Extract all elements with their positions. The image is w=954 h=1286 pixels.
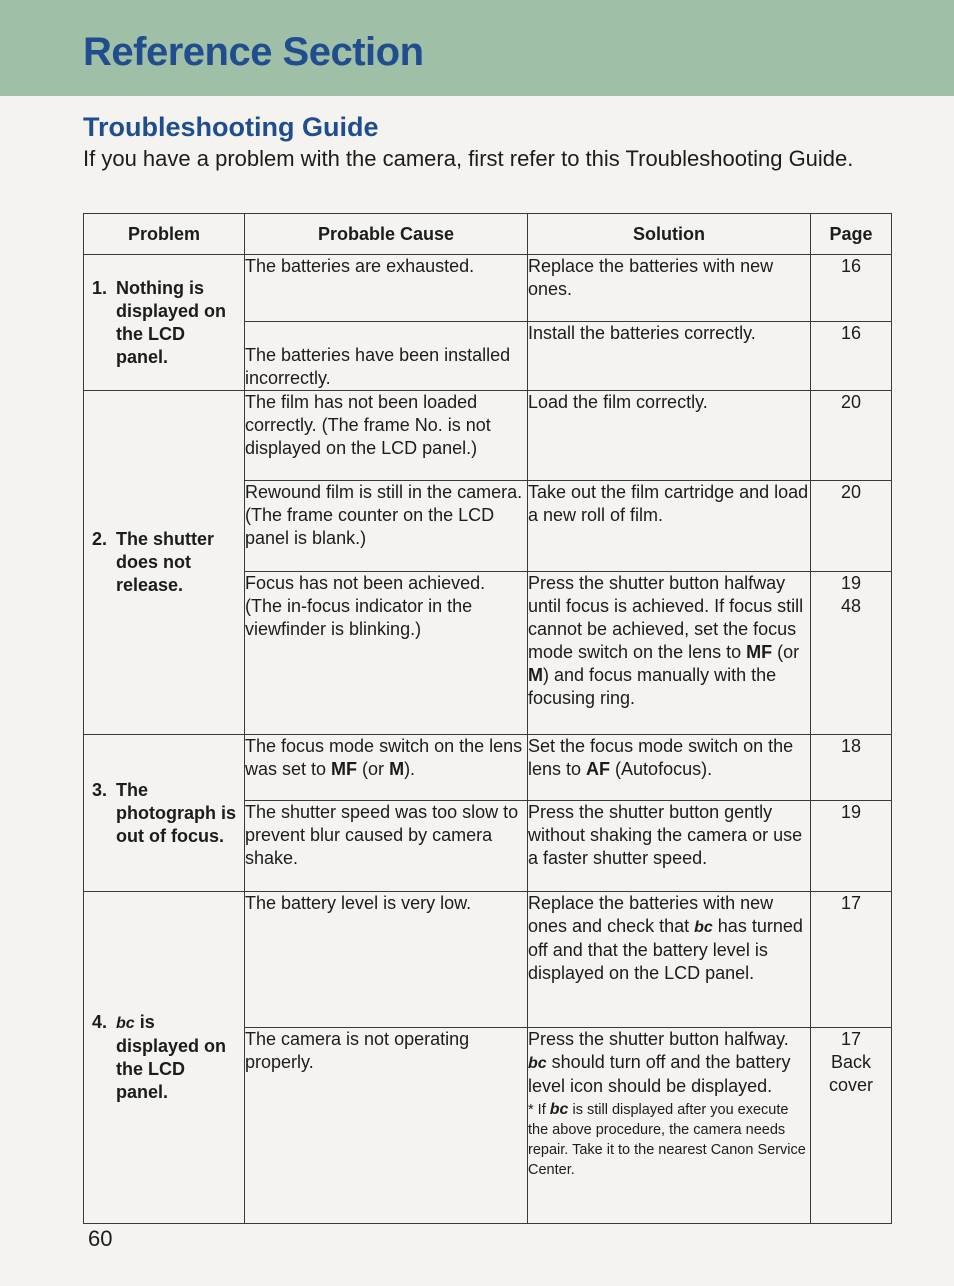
cause-cell: The batteries are exhausted.	[245, 255, 528, 322]
m-label: M	[528, 665, 543, 685]
problem-2-cell	[84, 391, 245, 735]
problem-label: Nothing is displayed on the LCD panel.	[116, 277, 227, 367]
solution-text: Press the shutter button halfway until focus is achieved. If focus still cannot be achieved, set the focus mode switch on the lens to	[528, 573, 804, 662]
m-label: M	[389, 759, 405, 779]
problem-label: The shutter does not release.	[116, 529, 215, 595]
note-text: * If	[528, 1102, 550, 1118]
solution-text: ) and focus manually with the focusing ring.	[528, 665, 777, 708]
table-row	[84, 255, 892, 322]
page-cell: 20	[811, 481, 892, 572]
problem-number: 4.	[92, 1012, 108, 1032]
page-cell: 19	[811, 801, 892, 892]
solution-cell	[528, 1028, 811, 1224]
mf-label: MF	[331, 759, 358, 779]
guide-title: Troubleshooting Guide	[83, 112, 379, 142]
intro-text: If you have a problem with the camera, first refer to this Troubleshooting Guide.	[83, 146, 854, 171]
problem-1-cell	[84, 255, 245, 391]
problem-label-text: is displayed on the LCD panel.	[116, 1012, 227, 1102]
solution-cell	[528, 572, 811, 735]
bc-symbol: bc	[116, 1015, 135, 1032]
troubleshooting-table	[83, 213, 892, 1224]
header-cause: Probable Cause	[245, 214, 528, 255]
solution-cell: Install the batteries correctly.	[528, 322, 811, 391]
cause-cell: The film has not been loaded correctly. (The frame No. is not displayed on the LCD panel.)	[245, 391, 528, 481]
page-ref: 19	[840, 573, 862, 593]
header-solution: Solution	[528, 214, 811, 255]
cause-cell: Focus has not been achieved. (The in-focus indicator in the viewfinder is blinking.)	[245, 572, 528, 735]
repair-note	[528, 1100, 810, 1180]
page-cell: 17	[811, 892, 892, 1028]
mf-label: MF	[746, 642, 773, 662]
header-problem: Problem	[84, 214, 245, 255]
note-text: is still displayed after you execute the above procedure, the camera needs repair. Take it to the nearest Canon Service Center.	[528, 1102, 806, 1178]
cause-text: The focus mode switch on the lens was set to	[245, 736, 523, 779]
table-row	[84, 735, 892, 801]
solution-text: Replace the batteries with new ones and check that	[528, 893, 774, 936]
section-title: Reference Section	[83, 30, 424, 74]
cause-cell: The battery level is very low.	[245, 892, 528, 1028]
table-row	[84, 892, 892, 1028]
cause-cell: The camera is not operating properly.	[245, 1028, 528, 1224]
problem-label: The photograph is out of focus.	[116, 779, 236, 846]
cause-cell: The batteries have been installed incorrectly.	[245, 322, 528, 391]
cause-text: (or	[357, 759, 390, 779]
page-number: 60	[88, 1226, 113, 1251]
bc-symbol: bc	[549, 1101, 569, 1118]
solution-text: has turned off and that the battery level is displayed on the LCD panel.	[528, 916, 803, 983]
bc-symbol: bc	[694, 919, 713, 936]
page-cell: 20	[811, 391, 892, 481]
solution-text: (or	[772, 642, 800, 662]
problem-label	[116, 1011, 238, 1104]
page-cell: 16	[811, 322, 892, 391]
solution-cell	[528, 735, 811, 801]
table-header-row	[84, 214, 892, 255]
header-band	[0, 0, 954, 96]
solution-cell: Load the film correctly.	[528, 391, 811, 481]
page-ref: cover	[828, 1075, 873, 1095]
solution-text: should turn off and the battery level icon should be displayed.	[528, 1052, 791, 1096]
solution-text: Press the shutter button halfway.	[528, 1029, 789, 1049]
bc-symbol: bc	[528, 1055, 547, 1072]
cause-cell: Rewound film is still in the camera. (The frame counter on the LCD panel is blank.)	[245, 481, 528, 572]
problem-3-cell	[84, 735, 245, 892]
page-ref: 17	[840, 1029, 862, 1049]
cause-text: ).	[404, 759, 416, 779]
af-label: AF	[586, 759, 611, 779]
cause-cell	[245, 735, 528, 801]
page-cell	[811, 572, 892, 735]
problem-4-cell	[84, 892, 245, 1224]
problem-number: 2.	[92, 529, 108, 549]
solution-cell	[528, 892, 811, 1028]
page-cell: 18	[811, 735, 892, 801]
page-cell: 16	[811, 255, 892, 322]
page-ref: 48	[840, 596, 862, 616]
problem-number: 3.	[92, 779, 108, 800]
solution-cell: Replace the batteries with new ones.	[528, 255, 811, 322]
page-cell	[811, 1028, 892, 1224]
header-page: Page	[811, 214, 892, 255]
cause-cell: The shutter speed was too slow to prevent blur caused by camera shake.	[245, 801, 528, 892]
solution-text: Set the focus mode switch on the lens to	[528, 736, 794, 779]
page-ref: Back	[830, 1052, 872, 1072]
table-row	[84, 391, 892, 481]
problem-number: 1.	[92, 277, 108, 298]
solution-cell: Take out the film cartridge and load a new roll of film.	[528, 481, 811, 572]
solution-cell: Press the shutter button gently without shaking the camera or use a faster shutter speed.	[528, 801, 811, 892]
solution-text: (Autofocus).	[610, 759, 713, 779]
